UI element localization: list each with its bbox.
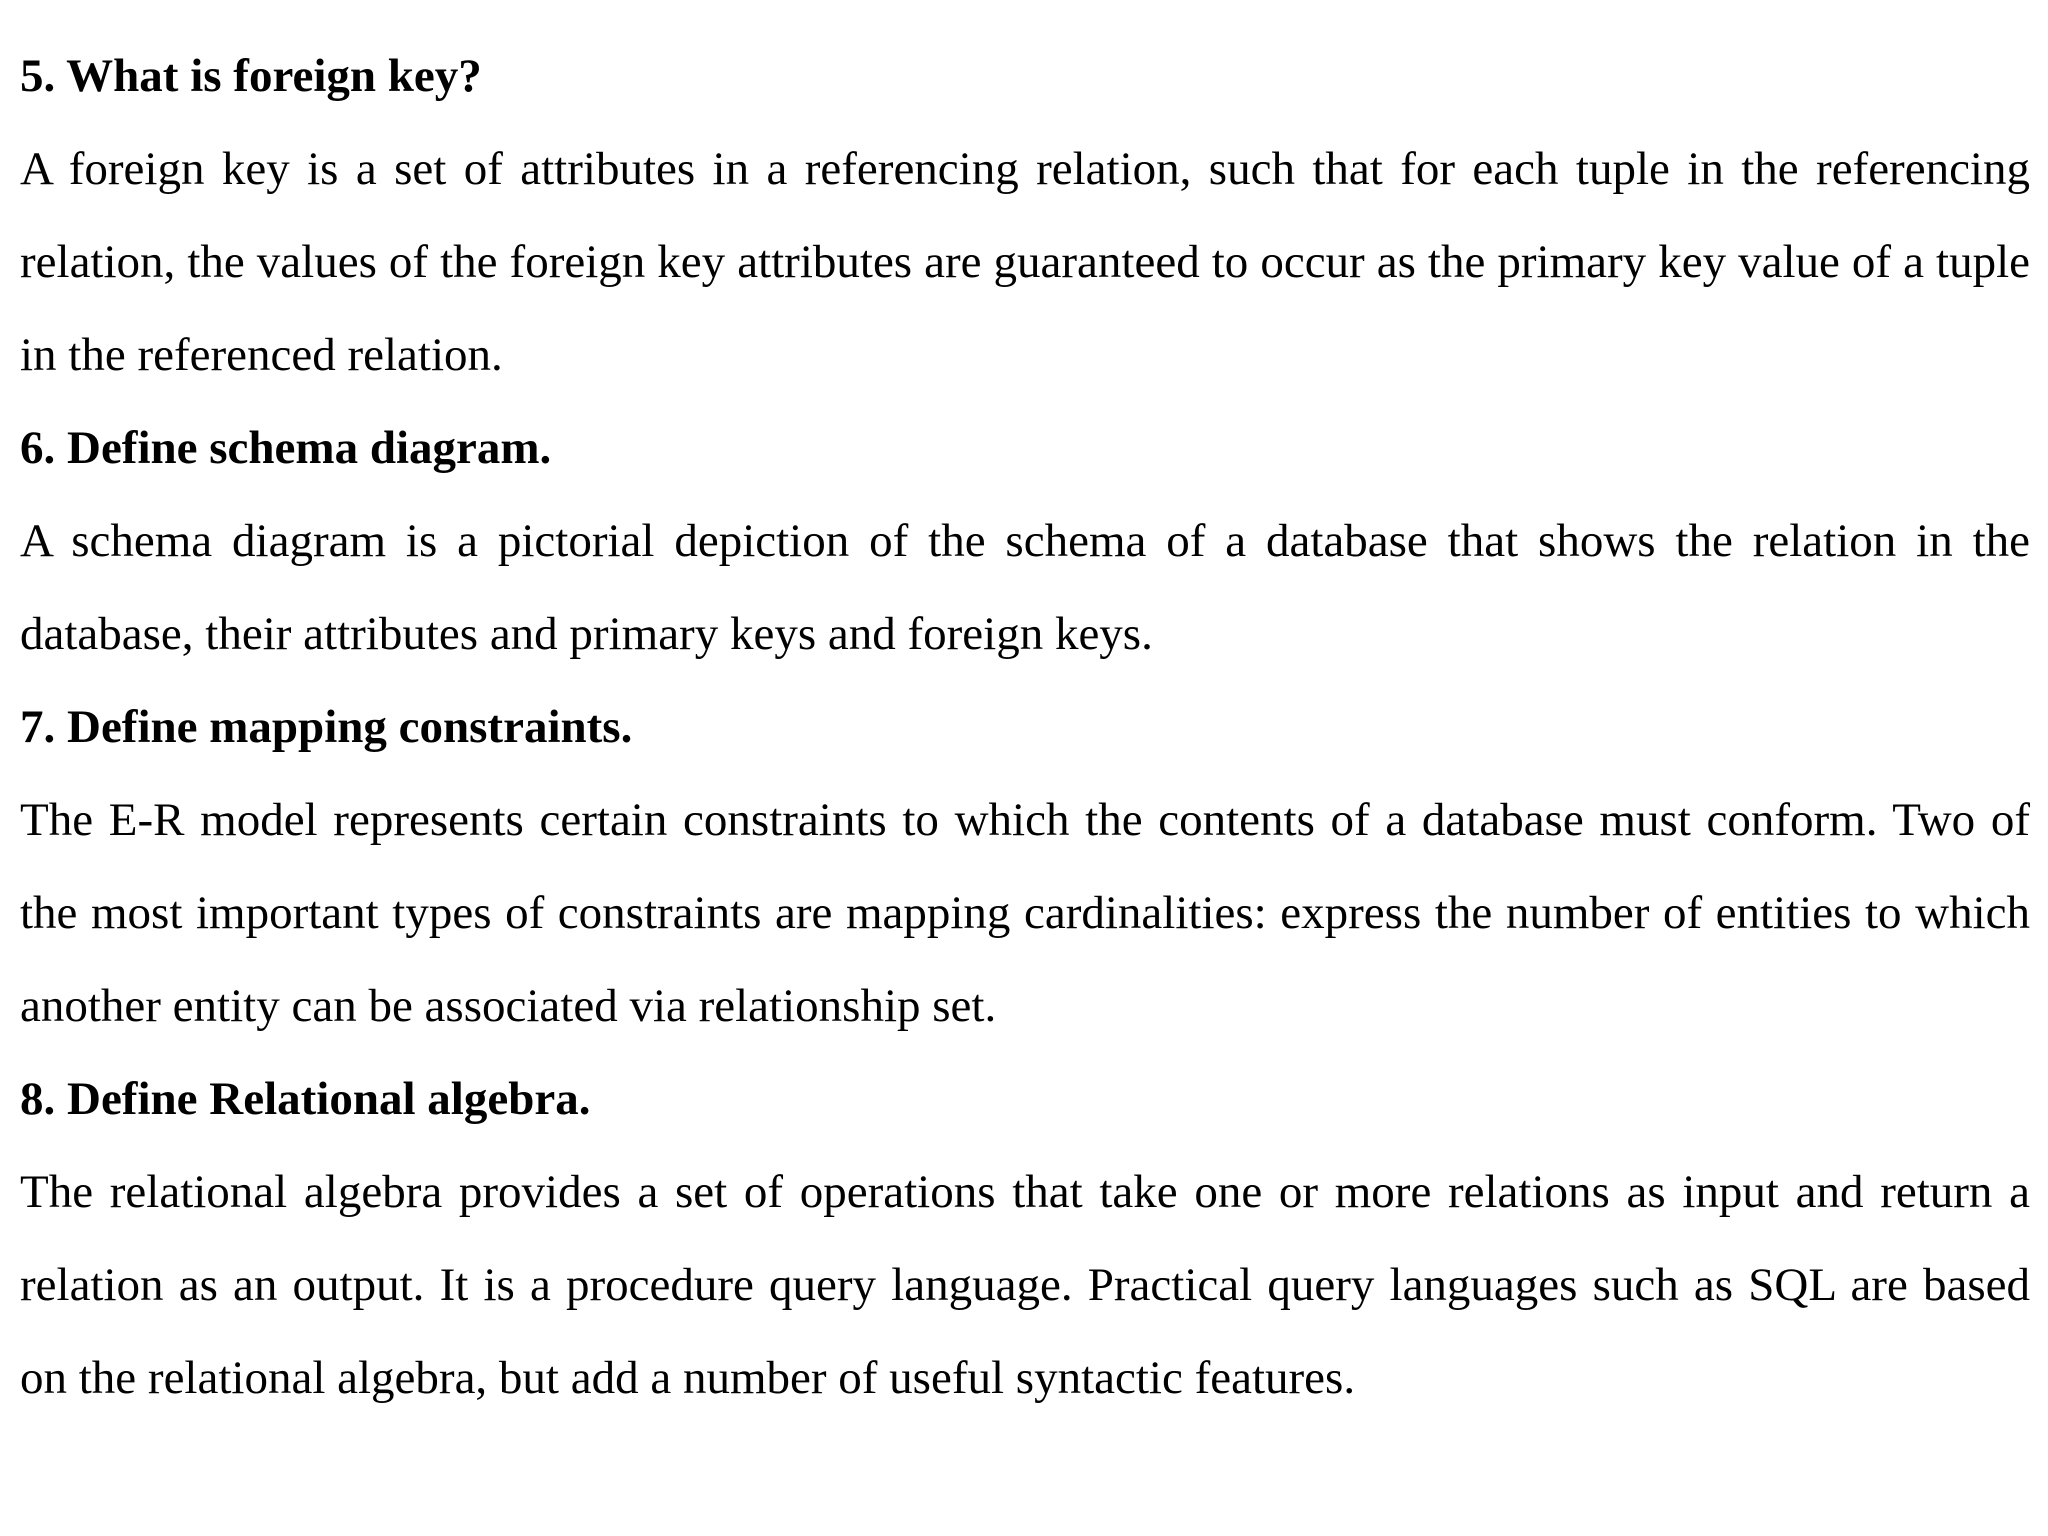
answer-paragraph: The E-R model represents certain constraints to which the contents of a database must conform. Two of the most important types of constraints are mapping cardinalities: express the number of entities to which another entity can be associated via relationship set.: [20, 794, 2030, 1032]
answer-paragraph: A foreign key is a set of attributes in a referencing relation, such that for each tuple in the referencing relation, the values of the foreign key attributes are guaranteed to occur as the primary key value of a tuple in the referenced relation.: [20, 143, 2030, 381]
question-heading: 6. Define schema diagram.: [20, 422, 552, 474]
answer-paragraph: A schema diagram is a pictorial depiction of the schema of a database that shows the relation in the database, their attributes and primary keys and foreign keys.: [20, 515, 2030, 660]
question-heading: 5. What is foreign key?: [20, 50, 482, 102]
answer-paragraph: The relational algebra provides a set of operations that take one or more relations as input and return a relation as an output. It is a procedure query language. Practical query languages such as SQL are based on the relational algebra, but add a number of useful syntactic features.: [20, 1166, 2030, 1404]
document-page: [20, 30, 2030, 1425]
question-heading: 7. Define mapping constraints.: [20, 701, 633, 753]
question-heading: 8. Define Relational algebra.: [20, 1073, 591, 1125]
